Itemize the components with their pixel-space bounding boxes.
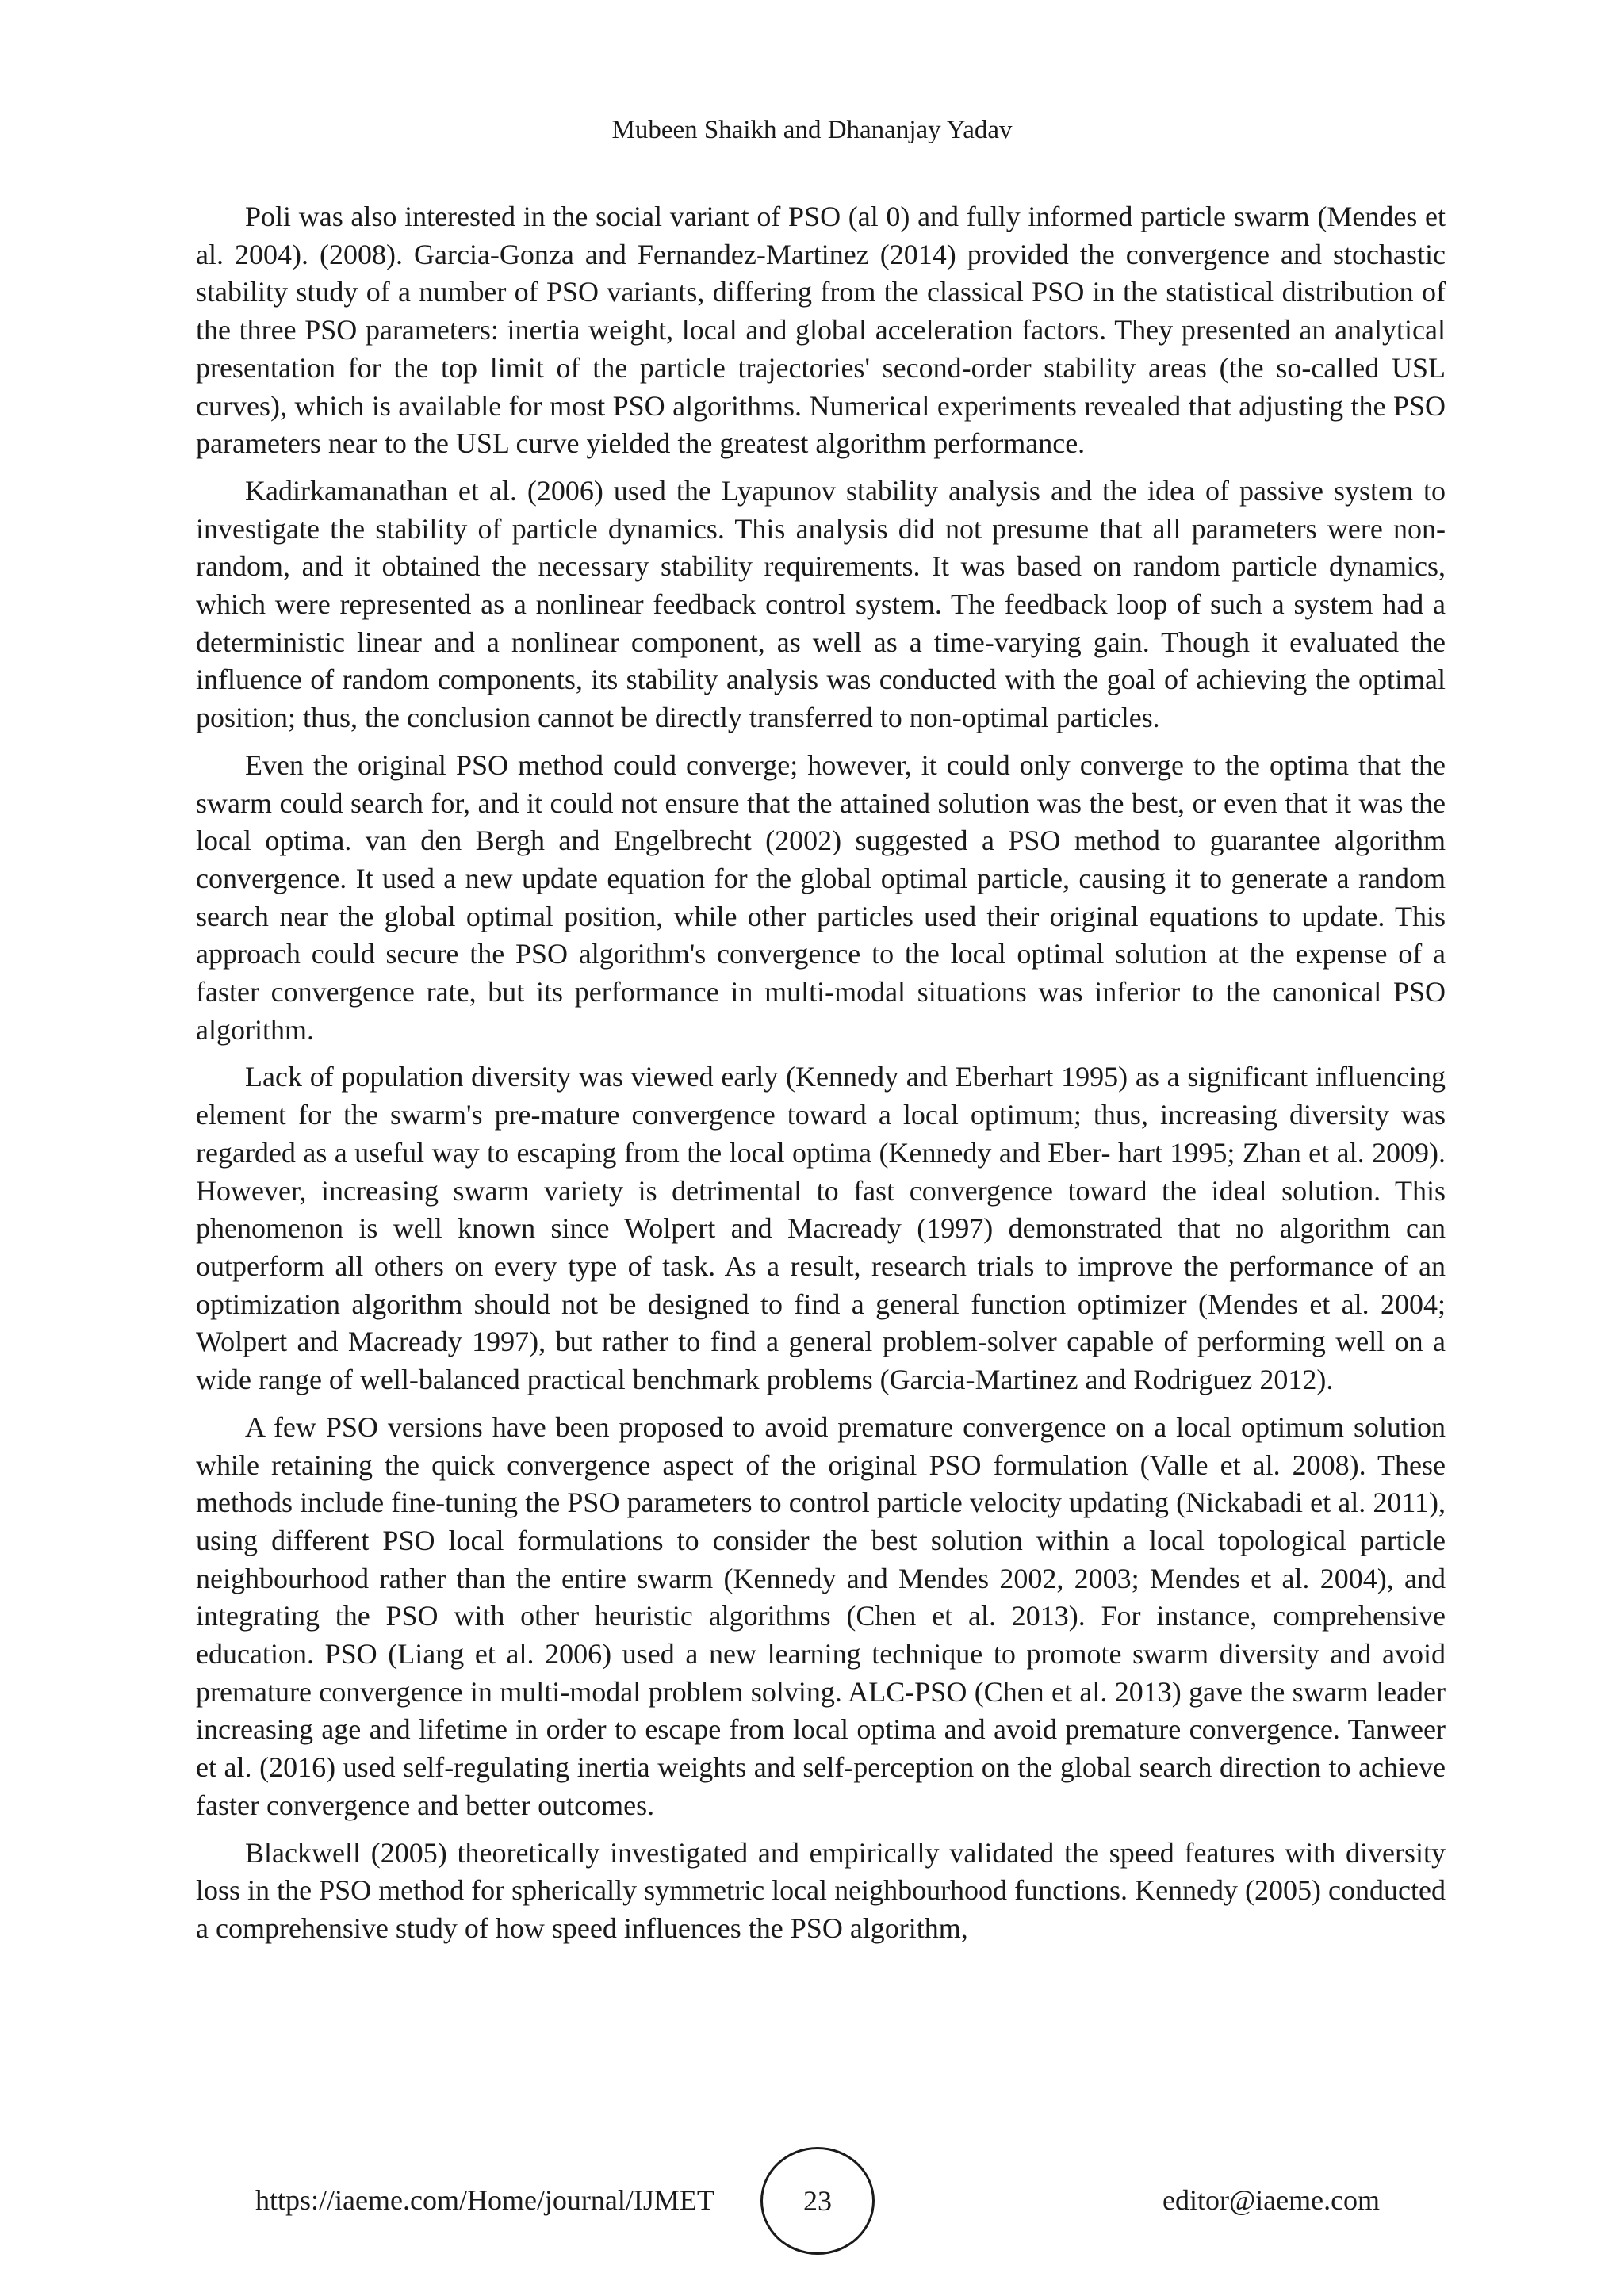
running-header: Mubeen Shaikh and Dhananjay Yadav xyxy=(611,116,1013,144)
page-footer xyxy=(0,2147,1624,2258)
page-number-circle xyxy=(760,2147,875,2255)
page-number: 23 xyxy=(803,2185,832,2217)
paragraph-blackwell: Blackwell (2005) theoretically investigated and empirically validated the speed features with diversity loss in the PSO method for spherically symmetric local neighbourhood functions. Kennedy (2005) conducted a comprehensive study of how speed influences the PSO algorithm, xyxy=(196,1836,1446,1944)
body-text xyxy=(196,198,1446,1957)
paragraph-population-diversity: Lack of population diversity was viewed early (Kennedy and Eberhart 1995) as a significant influencing element for the swarm's pre-mature convergence toward a local optimum; thus, increasing diversity was regarded as a useful way to escaping from the local optima (Kennedy and Eber- hart 1995; Zhan et al. 2009). However, increasing swarm variety is detrimental to fast convergence toward the ideal solution. This phenomenon is well known since Wolpert and Macready (1997) demonstrated that no algorithm can outperform all others on every type of task. As a result, research trials to improve the performance of an optimization algorithm should not be designed to find a general function optimizer (Mendes et al. 2004; Wolpert and Macready 1997), but rather to find a general problem-solver capable of performing well on a wide range of well-balanced practical benchmark problems (Garcia-Martinez and Rodriguez 2012). xyxy=(196,1061,1446,1396)
paragraph-poli: Poli was also interested in the social variant of PSO (al 0) and fully informed particle swarm (Mendes et al. 2004). (2008). Garcia-Gonza and Fernandez-Martinez (2014) provided the convergence and stochastic stability study of a number of PSO variants, differing from the classical PSO in the statistical distribution of the three PSO parameters: inertia weight, local and global acceleration factors. They presented an analytical presentation for the top limit of the particle trajectories' second-order stability areas (the so-called USL curves), which is available for most PSO algorithms. Numerical experiments revealed that adjusting the PSO parameters near to the USL curve yielded the greatest algorithm performance. xyxy=(196,201,1446,460)
paragraph-original-pso: Even the original PSO method could converge; however, it could only converge to the optima that the swarm could search for, and it could not ensure that the attained solution was the best, or even that it was the local optima. van den Bergh and Engelbrecht (2002) suggested a PSO method to guarantee algorithm convergence. It used a new update equation for the global optimal particle, causing it to generate a random search near the global optimal position, while other particles used their original equations to update. This approach could secure the PSO algorithm's convergence to the local optimal solution at the expense of a faster convergence rate, but its performance in multi-modal situations was inferior to the canonical PSO algorithm. xyxy=(196,748,1446,1046)
editor-email-link[interactable]: editor@iaeme.com xyxy=(1162,2184,1381,2216)
paragraph-pso-versions: A few PSO versions have been proposed to avoid premature convergence on a local optimum solution while retaining the quick convergence aspect of the original PSO formulation (Valle et al. 2008). These methods include fine-tuning the PSO parameters to control particle velocity updating (Nickabadi et al. 2011), using different PSO local formulations to consider the best solution within a local topological particle neighbourhood rather than the entire swarm (Kennedy and Mendes 2002, 2003; Mendes et al. 2004), and integrating the PSO with other heuristic algorithms (Chen et al. 2013). For instance, comprehensive education. PSO (Liang et al. 2006) used a new learning technique to promote swarm diversity and avoid premature convergence in multi-modal problem solving. ALC-PSO (Chen et al. 2013) gave the swarm leader increasing age and lifetime in order to escape from local optima and avoid premature convergence. Tanweer et al. (2016) used self-regulating inertia weights and self-perception on the global search direction to achieve faster convergence and better outcomes. xyxy=(196,1410,1446,1821)
journal-url-link[interactable]: https://iaeme.com/Home/journal/IJMET xyxy=(255,2184,714,2216)
paragraph-kadirkamanathan: Kadirkamanathan et al. (2006) used the Lyapunov stability analysis and the idea of passive system to investigate the stability of particle dynamics. This analysis did not presume that all parameters were non-random, and it obtained the necessary stability requirements. It was based on random particle dynamics, which were represented as a nonlinear feedback control system. The feedback loop of such a system had a deterministic linear and a nonlinear component, as well as a time-varying gain. Though it evaluated the influence of random components, its stability analysis was conducted with the goal of achieving the optimal position; thus, the conclusion cannot be directly transferred to non-optimal particles. xyxy=(196,474,1446,734)
